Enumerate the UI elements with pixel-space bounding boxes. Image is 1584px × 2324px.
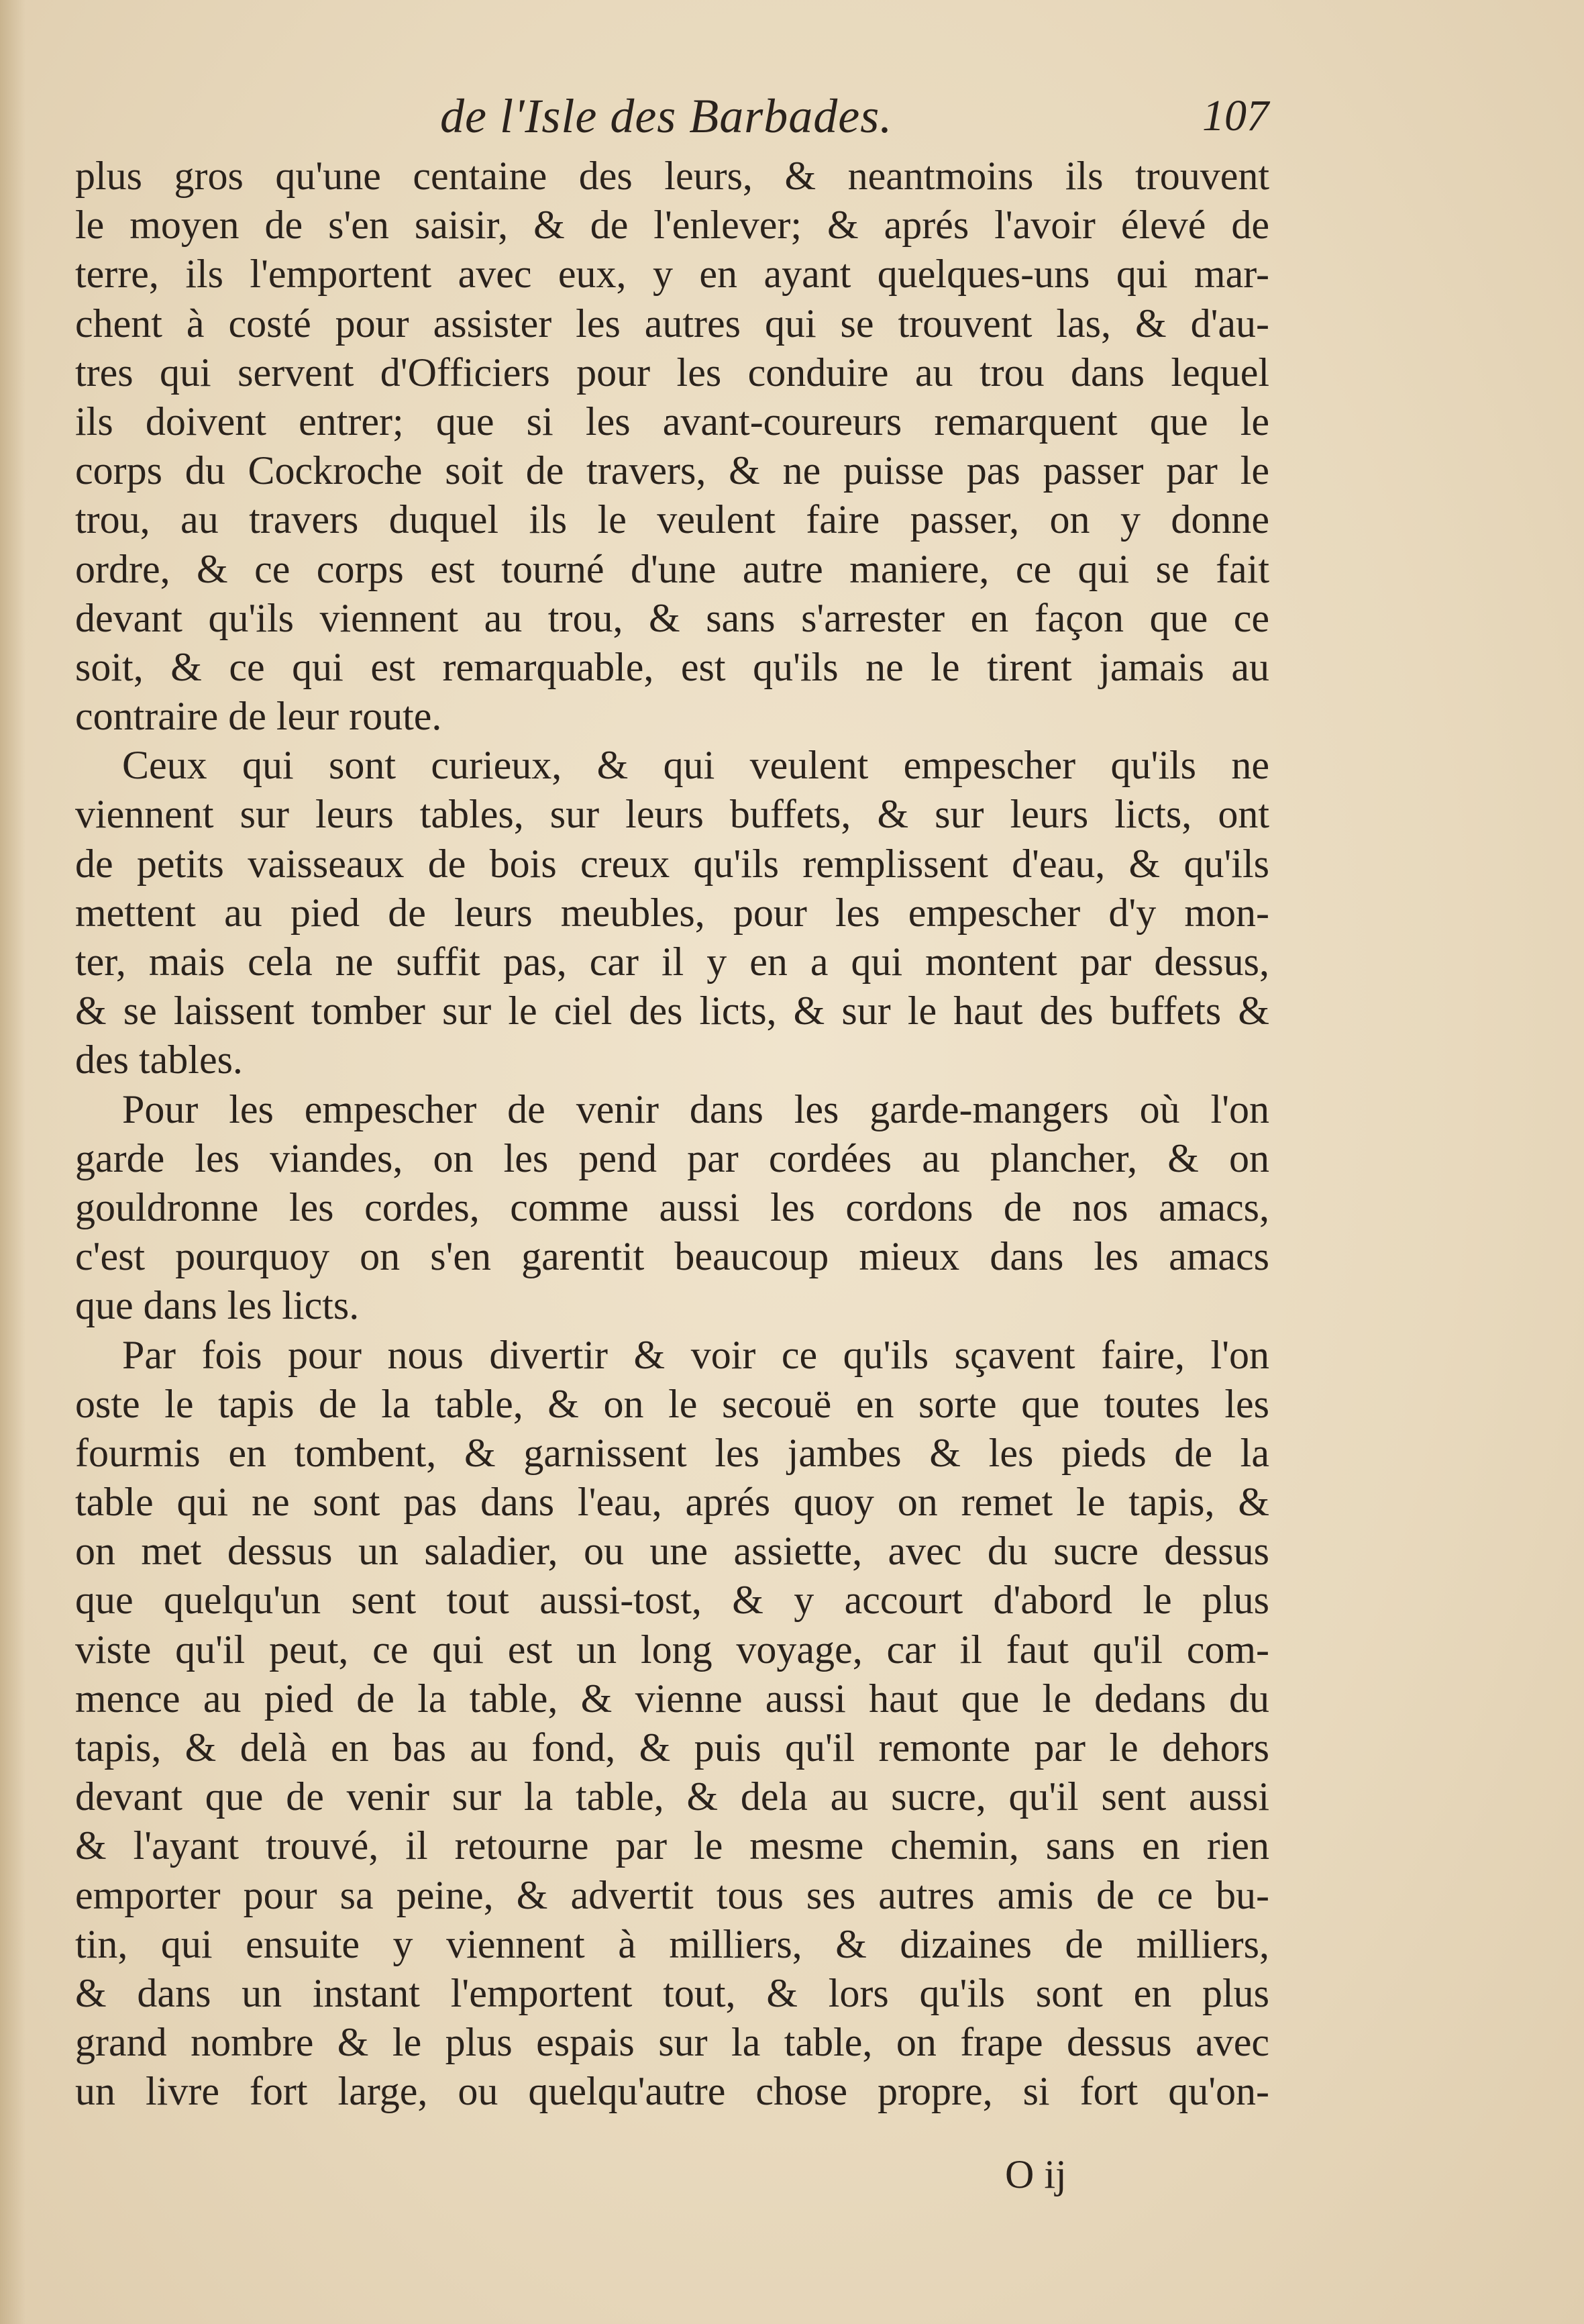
text-line: Par fois pour nous divertir & voir ce qu'ils sçavent faire, l'on (122, 1332, 1269, 1377)
text-line: Ceux qui sont curieux, & qui veulent empescher qu'ils ne (122, 743, 1269, 788)
text-line: c'est pourquoy on s'en garentit beaucoup mieux dans les amacs (75, 1234, 1269, 1279)
text-line: un livre fort large, ou quelqu'autre chose propre, si fort qu'on- (75, 2069, 1269, 2114)
text-line: devant qu'ils viennent au trou, & sans s'arrester en façon que ce (75, 595, 1269, 640)
text-line: terre, ils l'emportent avec eux, y en ayant quelques-uns qui mar- (75, 252, 1269, 297)
text-line: tapis, & delà en bas au fond, & puis qu'il remonte par le dehors (75, 1725, 1269, 1770)
text-line: gouldronne les cordes, comme aussi les cordons de nos amacs, (75, 1184, 1269, 1229)
text-line: oste le tapis de la table, & on le secouë en sorte que toutes les (75, 1381, 1269, 1426)
text-line: table qui ne sont pas dans l'eau, aprés quoy on remet le tapis, & (75, 1480, 1269, 1525)
text-line: emporter pour sa peine, & advertit tous ses autres amis de ce bu- (75, 1872, 1269, 1917)
text-line: que dans les licts. (75, 1283, 360, 1328)
text-line: chent à costé pour assister les autres qui se trouvent las, & d'au- (75, 301, 1269, 346)
text-line: ter, mais cela ne suffit pas, car il y en a qui montent par dessus, (75, 940, 1269, 984)
page-number: 107 (1202, 91, 1269, 140)
text-line: soit, & ce qui est remarquable, est qu'ils ne le tirent jamais au (75, 644, 1269, 689)
text-line: que quelqu'un sent tout aussi-tost, & y accourt d'abord le plus (75, 1578, 1269, 1623)
text-line: ordre, & ce corps est tourné d'une autre maniere, ce qui se fait (75, 546, 1269, 591)
text-line: tres qui servent d'Officiers pour les conduire au trou dans lequel (75, 350, 1269, 395)
text-line: garde les viandes, on les pend par cordées au plancher, & on (75, 1135, 1269, 1180)
text-line: & dans un instant l'emportent tout, & lors qu'ils sont en plus (75, 1970, 1269, 2015)
text-line: trou, au travers duquel ils le veulent faire passer, on y donne (75, 497, 1269, 542)
text-line: on met dessus un saladier, ou une assiette, avec du sucre dessus (75, 1529, 1269, 1574)
text-line: de petits vaisseaux de bois creux qu'ils remplissent d'eau, & qu'ils (75, 841, 1269, 886)
page-gutter-shadow (0, 0, 25, 2324)
running-title: de l'Isle des Barbades. (440, 89, 893, 143)
text-line: mettent au pied de leurs meubles, pour les empescher d'y mon- (75, 890, 1269, 935)
text-line: le moyen de s'en saisir, & de l'enlever; & aprés l'avoir élevé de (75, 203, 1269, 248)
body-text (75, 152, 1269, 2117)
page-header (0, 86, 1584, 146)
text-line: grand nombre & le plus espais sur la table, on frape dessus avec (75, 2020, 1269, 2065)
text-line: mence au pied de la table, & vienne aussi haut que le dedans du (75, 1676, 1269, 1721)
text-line: tin, qui ensuite y viennent à milliers, & dizaines de milliers, (75, 1921, 1269, 1966)
text-line: & se laissent tomber sur le ciel des licts, & sur le haut des buffets & (75, 989, 1269, 1033)
text-line: viennent sur leurs tables, sur leurs buffets, & sur leurs licts, ont (75, 792, 1269, 837)
text-line: contraire de leur route. (75, 694, 442, 739)
text-line: fourmis en tombent, & garnissent les jambes & les pieds de la (75, 1430, 1269, 1475)
signature-mark: O ij (1005, 2152, 1067, 2196)
text-line: devant que de venir sur la table, & dela au sucre, qu'il sent aussi (75, 1774, 1269, 1819)
text-line: des tables. (75, 1038, 243, 1082)
text-line: ils doivent entrer; que si les avant-coureurs remarquent que le (75, 399, 1269, 444)
text-line: Pour les empescher de venir dans les garde-mangers où l'on (122, 1087, 1269, 1131)
text-line: plus gros qu'une centaine des leurs, & neantmoins ils trouvent (75, 154, 1269, 198)
text-line: corps du Cockroche soit de travers, & ne puisse pas passer par le (75, 448, 1269, 493)
text-line: viste qu'il peut, ce qui est un long voyage, car il faut qu'il com- (75, 1627, 1269, 1672)
text-line: & l'ayant trouvé, il retourne par le mesme chemin, sans en rien (75, 1823, 1269, 1868)
